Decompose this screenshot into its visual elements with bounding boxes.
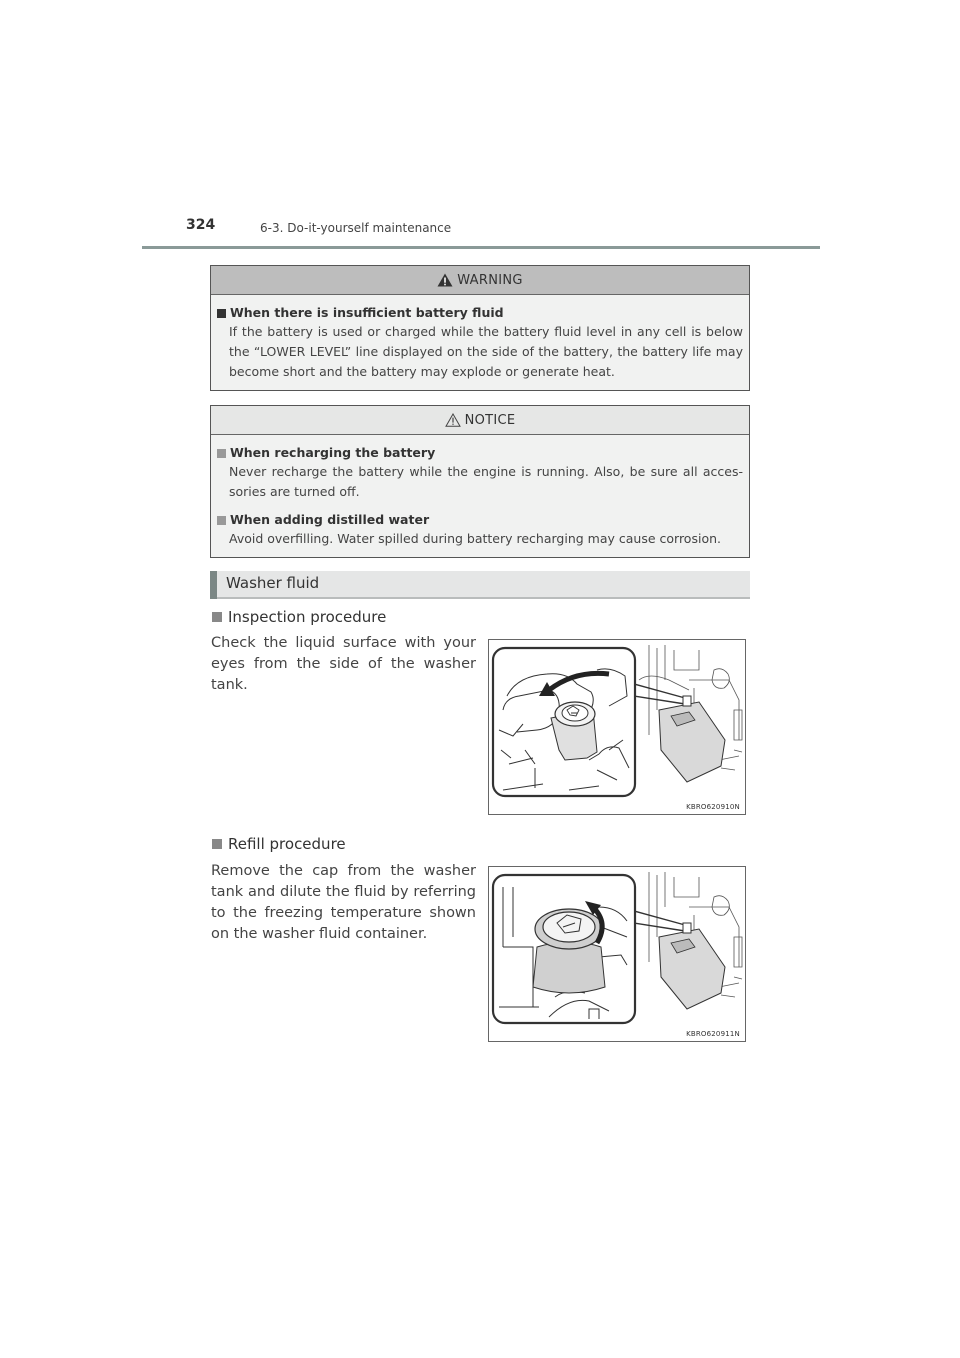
square-bullet-icon	[217, 516, 226, 525]
notice-label: NOTICE	[464, 412, 516, 428]
page-number: 324	[186, 217, 216, 233]
section-title: 6-3. Do-it-yourself maintenance	[260, 221, 452, 235]
notice-item-text: Avoid overfilling. Water spilled during battery recharging may cause corrosion.	[229, 531, 721, 546]
washer-tank-side-illustration	[489, 640, 745, 814]
warning-box	[210, 265, 750, 391]
notice-item-text: Never recharge the battery while the engine is running. Also, be sure all acces-sories are turned off.	[229, 464, 743, 499]
notice-item	[217, 444, 743, 502]
washer-fluid-heading	[210, 571, 750, 599]
inspection-title: Inspection procedure	[228, 608, 387, 626]
warning-header	[211, 266, 749, 295]
figure-code: KBRO620910N	[686, 803, 740, 811]
refill-subheading	[212, 835, 346, 853]
inspection-subheading	[212, 608, 386, 626]
notice-item	[217, 511, 743, 549]
refill-figure	[488, 866, 746, 1042]
warning-triangle-icon	[437, 273, 453, 287]
warning-item-text: If the battery is used or charged while the battery fluid level in any cell is below the “LOWER LEVEL” line displayed on the side of the battery, the battery life may become short and the battery may explode or generate heat.	[229, 324, 743, 379]
square-bullet-icon	[217, 309, 226, 318]
washer-cap-removal-illustration	[489, 867, 745, 1041]
warning-item	[217, 304, 743, 382]
washer-fluid-heading-text: Washer fluid	[226, 574, 320, 592]
notice-item-title: When recharging the battery	[230, 445, 436, 460]
square-bullet-icon	[217, 449, 226, 458]
refill-text: Remove the cap from the washer tank and dilute the fluid by referring to the freezing temperature shown on the washer fluid container.	[211, 863, 476, 942]
inspection-figure	[488, 639, 746, 815]
notice-header	[211, 406, 749, 435]
warning-item-title: When there is insufficient battery fluid	[230, 305, 504, 320]
inspection-text: Check the liquid surface with your eyes from the side of the washer tank.	[211, 635, 476, 693]
notice-box	[210, 405, 750, 558]
heading-accent-bar	[210, 571, 217, 599]
figure-code: KBRO620911N	[686, 1030, 740, 1038]
refill-title: Refill procedure	[228, 835, 346, 853]
notice-item-title: When adding distilled water	[230, 512, 430, 527]
warning-label: WARNING	[457, 272, 523, 288]
page-header	[142, 214, 820, 249]
square-bullet-icon	[212, 612, 222, 622]
square-bullet-icon	[212, 839, 222, 849]
notice-triangle-icon	[445, 413, 461, 427]
